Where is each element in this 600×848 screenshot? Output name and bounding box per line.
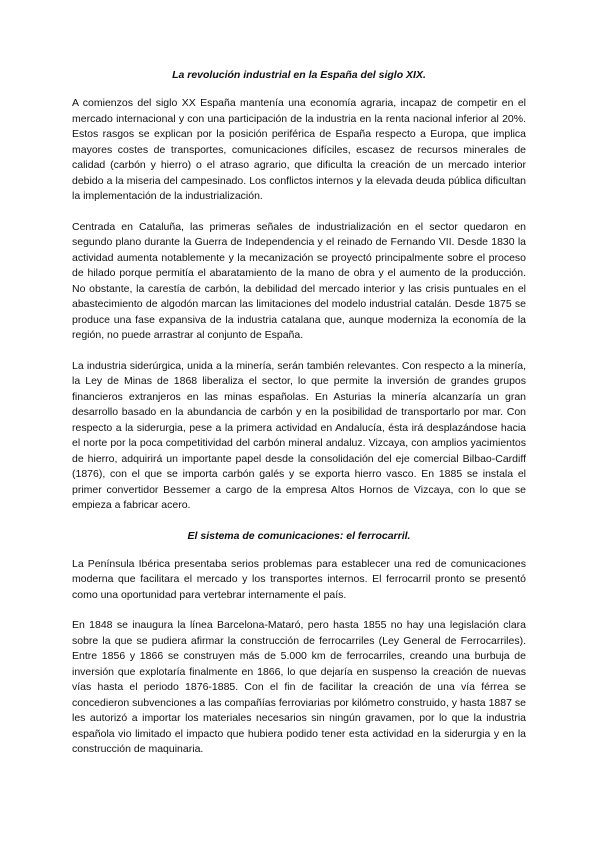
section-subtitle: El sistema de comunicaciones: el ferrocarril. xyxy=(187,529,411,542)
paragraph-comunicaciones: La Península Ibérica presentaba serios problemas para establecer una red de comunicaciones moderna que facilitara el mercado y los transportes internos. El ferrocarril pronto se presentó como una oportunidad para vertebrar internamente el país. xyxy=(72,557,526,601)
paragraph-cataluna: Centrada en Cataluña, las primeras señales de industrialización en el sector quedaron en segundo plano durante la Guerra de Independencia y el reinado de Fernando VII. Desde 1830 la actividad aumenta notablemente y la mecanización se proyectó principalmente sobre el proceso de hilado porque permitía el abaratamiento de la mano de obra y el aumento de la producción. No obstante, la carestía de carbón, la debilidad del mercado interior y las crisis puntuales en el abastecimiento de algodón marcan las limitaciones del modelo industrial catalán. Desde 1875 se produce una fase expansiva de la industria catalana que, aunque moderniza la economía de la región, no puede arrastrar al conjunto de España. xyxy=(72,220,526,341)
document-page xyxy=(72,68,526,773)
paragraph-economia-agraria: A comienzos del siglo XX España mantenía una economía agraria, incapaz de competir en el mercado internacional y con una participación de la industria en la renta nacional inferior al 20%. Estos rasgos se explican por la posición periférica de España respecto a Europa, que implica mayores costes de transportes, comunicaciones difíciles, escasez de recursos minerales de calidad (carbón y hierro) o el atraso agrario, que dificulta la creación de un mercado interior debido a la miseria del campesinado. Los conflictos internos y la elevada deuda pública dificultan la implementación de la industrialización. xyxy=(72,97,526,202)
paragraph-siderurgia-mineria: La industria siderúrgica, unida a la minería, serán también relevantes. Con respecto a la minería, la Ley de Minas de 1868 liberaliza el sector, lo que permite la inversión de grandes grupos financieros extranjeros en las minas españolas. En Asturias la minería alcanzaría un gran desarrollo basado en la abundancia de carbón y en la posibilidad de transportarlo por mar. Con respecto a la siderurgia, pese a la primera actividad en Andalucía, ésta irá desplazándose hacia el norte por la poca competitividad del carbón mineral andaluz. Vizcaya, con amplios yacimientos de hierro, adquirirá un importante papel desde la consolidación del eje comercial Bilbao-Cardiff (1876), con el que se importa carbón galés y se exporta hierro vasco. En 1885 se instala el primer convertidor Bessemer a cargo de la empresa Altos Hornos de Vizcaya, con lo que se empieza a fabricar acero. xyxy=(72,359,526,511)
page-title: La revolución industrial en la España del siglo XIX. xyxy=(172,69,426,81)
paragraph-ferrocarril: En 1848 se inaugura la línea Barcelona-Mataró, pero hasta 1855 no hay una legislación clara sobre la que se pudiera afirmar la construcción de ferrocarriles (Ley General de Ferrocarriles). Entre 1856 y 1866 se construyen más de 5.000 km de ferrocarriles, creando una burbuja de inversión que explotaría finalmente en 1866, lo que dejaría en suspenso la creación de nuevas vías hasta el periodo 1876-1885. Con el fin de facilitar la creación de una vía férrea se concedieron subvenciones a las compañías ferroviarias por kilómetro construido, y hasta 1887 se les autorizó a importar los materiales necesarios sin ningún gravamen, por lo que la industria española vio limitado el impacto que hubiera podido tener esta actividad en la siderurgia y en la construcción de maquinaria. xyxy=(72,619,526,755)
